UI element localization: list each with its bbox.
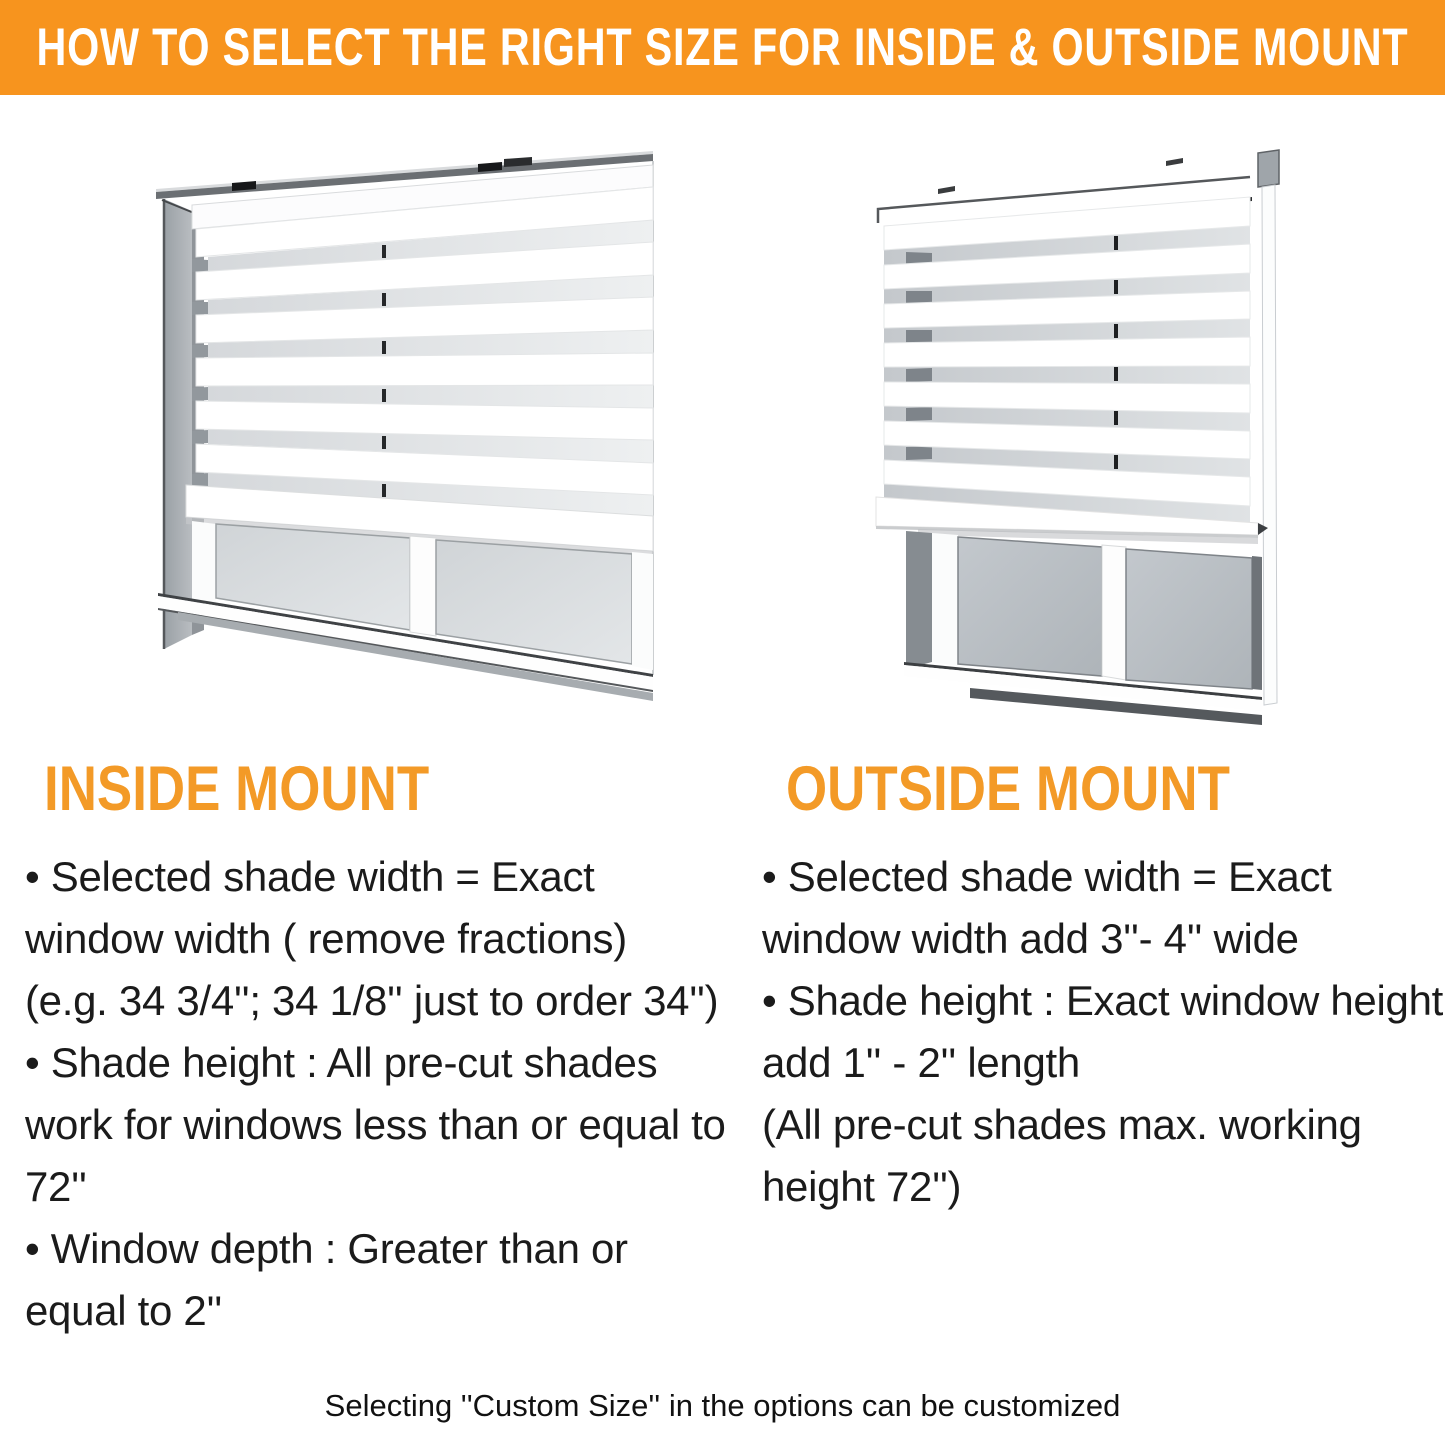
inside-mount-instructions: [25, 846, 726, 1342]
outside-mount-instructions: [762, 846, 1443, 1218]
outside-mount-heading: OUTSIDE MOUNT: [786, 754, 1230, 824]
inside-mount-illustration: [148, 143, 660, 723]
inside-mount-heading: INSIDE MOUNT: [44, 754, 430, 824]
banner-title: HOW TO SELECT THE RIGHT SIZE FOR INSIDE & OUTSIDE MOUNT: [36, 18, 1409, 77]
outside-mount-illustration: [858, 143, 1294, 729]
inside-line: (e.g. 34 3/4''; 34 1/8'' just to order 34''): [25, 977, 719, 1024]
outside-line: add 1'' - 2'' length: [762, 1039, 1080, 1086]
inside-line: • Window depth : Greater than or: [25, 1225, 628, 1272]
header-banner: [0, 0, 1445, 95]
outside-line: • Shade height : Exact window height: [762, 977, 1444, 1024]
inside-line: • Selected shade width = Exact: [25, 853, 595, 900]
outside-line: height 72''): [762, 1163, 962, 1210]
outside-line: (All pre-cut shades max. working: [762, 1101, 1362, 1148]
inside-line: • Shade height : All pre-cut shades: [25, 1039, 658, 1086]
custom-size-note: Selecting ''Custom Size'' in the options can be customized: [324, 1388, 1121, 1423]
outside-line: window width add 3''- 4'' wide: [762, 915, 1299, 962]
inside-line: equal to 2'': [25, 1287, 222, 1334]
inside-line: 72'': [25, 1163, 87, 1210]
inside-line: work for windows less than or equal to: [25, 1101, 726, 1148]
outside-line: • Selected shade width = Exact: [762, 853, 1332, 900]
inside-line: window width ( remove fractions): [25, 915, 627, 962]
